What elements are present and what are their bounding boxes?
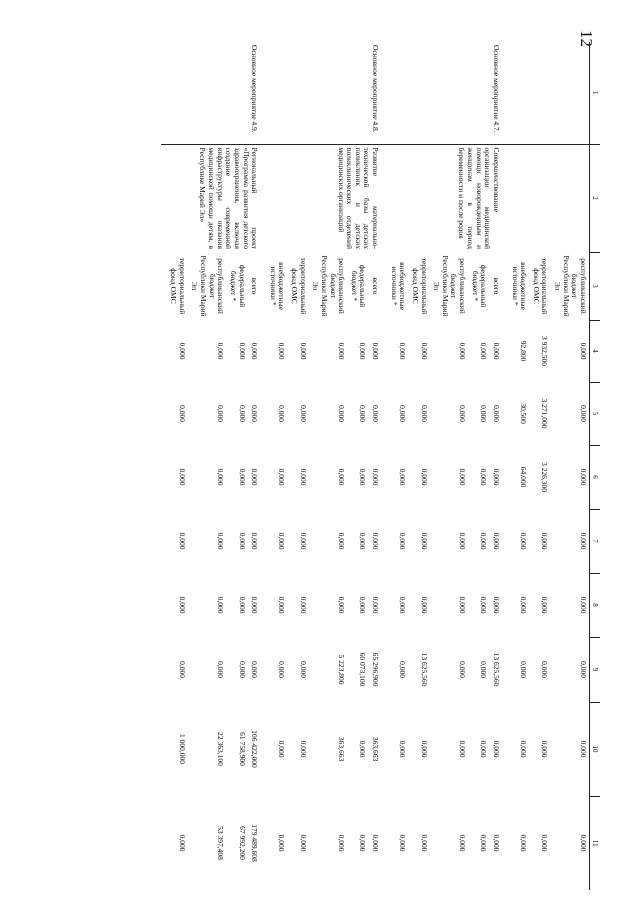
funding-source-cell: территориальный фонд ОМС: [290, 257, 308, 315]
amount-cell: 92,800: [519, 340, 529, 362]
amount-cell: 0,000: [458, 532, 468, 550]
amount-cell: 0,000: [491, 468, 501, 486]
amount-cell: 0,000: [237, 468, 247, 486]
amount-cell: 0,000: [458, 596, 468, 614]
rotated-page-content: [112, 42, 600, 890]
amount-cell: 53 397,408: [216, 826, 226, 860]
measure-cell: Основное мероприятие 4.9.: [167, 42, 261, 144]
amount-cell: 0,000: [216, 405, 226, 422]
spacer-cell: [381, 42, 387, 144]
amount-cell: 22 363,100: [216, 732, 226, 766]
amount-cell: 0,000: [337, 834, 347, 852]
funding-source-cell: федеральный бюджет *: [349, 264, 368, 308]
funding-source-cell: республиканский бюджет Республики Марий Эл: [432, 255, 468, 317]
amount-cell: 0,000: [216, 532, 226, 550]
amount-cell: 0,000: [398, 405, 408, 422]
amount-cell: 0,000: [491, 342, 501, 360]
funding-source-cell: всего: [491, 277, 501, 295]
measure-description-cell: Развитие материально-технической базы детских поликлиник и детских поликлинических отделений медицинских организаций: [336, 147, 381, 249]
amount-cell: 0,000: [519, 661, 529, 678]
amount-cell: 0,000: [337, 532, 347, 550]
amount-cell: 0,000: [250, 342, 260, 360]
funding-source-cell: территориальный фонд ОМС: [169, 257, 187, 315]
funding-source-cell: республиканский бюджет Республики Марий Эл: [190, 255, 226, 317]
amount-cell: 0,000: [177, 532, 187, 550]
amount-cell: 0,000: [298, 740, 308, 758]
amount-cell: 0,000: [458, 342, 468, 360]
amount-cell: 0,000: [540, 834, 550, 852]
amount-cell: 0,000: [358, 740, 368, 758]
amount-cell: 179 489,608: [250, 824, 260, 862]
table-row: [550, 42, 589, 890]
amount-cell: 363,663: [337, 736, 347, 762]
amount-cell: 0,000: [479, 405, 489, 422]
amount-cell: 0,000: [519, 740, 529, 758]
amount-cell: 0,000: [216, 342, 226, 360]
amount-cell: 0,000: [519, 596, 529, 614]
amount-cell: 1 000,000: [177, 734, 187, 764]
amount-cell: 0,000: [298, 661, 308, 678]
column-number-cell: 6: [589, 445, 600, 509]
spacer-cell: [502, 42, 508, 144]
funding-source-cell: федеральный бюджет *: [470, 264, 489, 308]
amount-cell: 0,000: [177, 342, 187, 360]
measure-cell: Основное мероприятие 4.7.: [387, 42, 502, 144]
amount-cell: 0,000: [298, 342, 308, 360]
amount-cell: 0,000: [578, 468, 588, 486]
amount-cell: 64,000: [519, 466, 529, 488]
column-number-cell: 7: [589, 509, 600, 573]
amount-cell: 0,000: [337, 405, 347, 422]
funding-source-cell: всего: [250, 277, 260, 295]
amount-cell: 0,000: [479, 661, 489, 678]
funding-source-cell: всего: [371, 277, 381, 295]
amount-cell: 0,000: [216, 596, 226, 614]
amount-cell: 13 625,560: [419, 652, 429, 687]
amount-cell: 0,000: [216, 661, 226, 678]
amount-cell: 0,000: [298, 834, 308, 852]
amount-cell: 0,000: [479, 834, 489, 852]
column-number-cell: 3: [589, 252, 600, 320]
amount-cell: 0,000: [371, 405, 381, 422]
amount-cell: 0,000: [419, 740, 429, 758]
amount-cell: 0,000: [250, 532, 260, 550]
amount-cell: 60 073,100: [358, 652, 368, 687]
amount-cell: 0,000: [358, 834, 368, 852]
measure-description-cell: [508, 144, 590, 252]
amount-cell: 0,000: [419, 342, 429, 360]
amount-cell: 0,000: [250, 596, 260, 614]
amount-cell: 0,000: [216, 468, 226, 486]
measure-cell: [508, 42, 590, 144]
amount-cell: 61 758,900: [237, 732, 247, 766]
amount-cell: 13 625,560: [491, 652, 501, 687]
amount-cell: 0,000: [298, 405, 308, 422]
spacer-cell: [260, 42, 266, 144]
amount-cell: 0,000: [419, 596, 429, 614]
amount-cell: 0,000: [479, 740, 489, 758]
amount-cell: 30,500: [519, 403, 529, 424]
column-number-cell: 4: [589, 320, 600, 382]
amount-cell: 0,000: [358, 342, 368, 360]
amount-cell: 0,000: [358, 596, 368, 614]
amount-cell: 0,000: [277, 661, 287, 678]
amount-cell: 0,000: [458, 661, 468, 678]
budget-table: [161, 42, 600, 890]
amount-cell: 0,000: [578, 532, 588, 550]
amount-cell: 0,000: [358, 532, 368, 550]
column-number-cell: 9: [589, 637, 600, 702]
amount-cell: 0,000: [540, 532, 550, 550]
amount-cell: 0,000: [177, 468, 187, 486]
amount-cell: 0,000: [237, 342, 247, 360]
column-number-cell: 5: [589, 382, 600, 445]
spacer-cell: [381, 144, 387, 890]
amount-cell: 0,000: [578, 740, 588, 758]
amount-cell: 3 932,500: [540, 336, 550, 366]
amount-cell: 0,000: [578, 834, 588, 852]
amount-cell: 0,000: [250, 661, 260, 678]
amount-cell: 0,000: [298, 596, 308, 614]
amount-cell: 0,000: [491, 532, 501, 550]
amount-cell: 0,000: [277, 740, 287, 758]
spacer-cell: [502, 144, 508, 890]
amount-cell: 0,000: [298, 468, 308, 486]
amount-cell: 3 226,300: [540, 462, 550, 492]
amount-cell: 0,000: [540, 596, 550, 614]
amount-cell: 0,000: [398, 661, 408, 678]
amount-cell: 0,000: [298, 532, 308, 550]
amount-cell: 0,000: [337, 468, 347, 486]
amount-cell: 0,000: [398, 342, 408, 360]
amount-cell: 0,000: [358, 405, 368, 422]
table-body: [161, 42, 600, 890]
spacer-cell: [161, 144, 167, 890]
header-row: [589, 42, 600, 890]
amount-cell: 0,000: [277, 405, 287, 422]
amount-cell: 0,000: [519, 834, 529, 852]
amount-cell: 0,000: [250, 468, 260, 486]
amount-cell: 0,000: [177, 405, 187, 422]
measure-cell: Основное мероприятие 4.8.: [266, 42, 381, 144]
amount-cell: 65 296,900: [371, 652, 381, 687]
amount-cell: 0,000: [371, 596, 381, 614]
amount-cell: 0,000: [371, 834, 381, 852]
amount-cell: 0,000: [358, 468, 368, 486]
amount-cell: 0,000: [177, 661, 187, 678]
amount-cell: 0,000: [398, 532, 408, 550]
amount-cell: 0,000: [371, 532, 381, 550]
amount-cell: 0,000: [540, 740, 550, 758]
spacer-cell: [260, 144, 266, 890]
amount-cell: 0,000: [479, 468, 489, 486]
amount-cell: 0,000: [337, 342, 347, 360]
table-row: [248, 42, 261, 890]
funding-source-cell: территориальный фонд ОМС: [410, 257, 429, 315]
page-number: 12: [577, 30, 596, 47]
amount-cell: 0,000: [250, 405, 260, 422]
amount-cell: 0,000: [491, 596, 501, 614]
column-number-cell: 8: [589, 573, 600, 637]
amount-cell: 0,000: [277, 596, 287, 614]
amount-cell: 3 271,000: [540, 398, 550, 429]
block-spacer: [260, 42, 266, 890]
amount-cell: 0,000: [398, 834, 408, 852]
column-number-cell: 1: [589, 42, 600, 144]
amount-cell: 0,000: [479, 342, 489, 360]
amount-cell: 0,000: [479, 532, 489, 550]
amount-cell: 0,000: [177, 596, 187, 614]
amount-cell: 0,000: [371, 342, 381, 360]
amount-cell: 363,663: [371, 736, 381, 762]
measure-description-cell: Региональный проект «Программа развития детского здравоохранения, включая создание современной инфраструктуры оказания медицинской помощи детям, в Республике Марий Эл»: [198, 147, 260, 249]
amount-cell: 0,000: [337, 596, 347, 614]
column-number-cell: 10: [589, 702, 600, 796]
column-number-cell: 11: [589, 796, 600, 890]
spacer-cell: [161, 42, 167, 144]
amount-cell: 0,000: [419, 532, 429, 550]
funding-source-cell: республиканский бюджет Республики Марий Эл: [553, 255, 588, 317]
amount-cell: 0,000: [491, 740, 501, 758]
amount-cell: 0,000: [237, 596, 247, 614]
block-spacer: [502, 42, 508, 890]
amount-cell: 106 422,000: [250, 730, 260, 768]
amount-cell: 0,000: [177, 834, 187, 852]
table-row: [489, 42, 502, 890]
amount-cell: 0,000: [277, 834, 287, 852]
amount-cell: 0,000: [398, 740, 408, 758]
block-spacer: [161, 42, 167, 890]
table-row: [368, 42, 381, 890]
column-number-cell: 2: [589, 144, 600, 252]
amount-cell: 0,000: [491, 834, 501, 852]
amount-cell: 0,000: [578, 596, 588, 614]
funding-source-cell: внебюджетные источники *: [510, 262, 529, 310]
amount-cell: 0,000: [277, 342, 287, 360]
amount-cell: 5 223,800: [337, 654, 347, 685]
funding-source-cell: республиканский бюджет Республики Марий Эл: [311, 255, 347, 317]
amount-cell: 0,000: [479, 596, 489, 614]
amount-cell: 0,000: [458, 405, 468, 422]
amount-cell: 0,000: [371, 468, 381, 486]
funding-source-cell: внебюджетные источники *: [389, 262, 408, 310]
amount-cell: 0,000: [398, 468, 408, 486]
amount-cell: 0,000: [578, 405, 588, 422]
amount-cell: 0,000: [277, 468, 287, 486]
amount-cell: 0,000: [458, 468, 468, 486]
amount-cell: 0,000: [237, 661, 247, 678]
amount-cell: 0,000: [540, 661, 550, 678]
amount-cell: 67 992,200: [237, 826, 247, 860]
amount-cell: 0,000: [398, 596, 408, 614]
amount-cell: 0,000: [491, 405, 501, 422]
measure-description-cell: Совершенствование организации медицинской помощи новорожденным и женщинам в период беременности и после родов: [457, 147, 501, 249]
amount-cell: 0,000: [519, 532, 529, 550]
amount-cell: 0,000: [578, 661, 588, 678]
block-spacer: [381, 42, 387, 890]
amount-cell: 0,000: [419, 468, 429, 486]
funding-source-cell: территориальный фонд ОМС: [531, 257, 550, 315]
amount-cell: 0,000: [419, 834, 429, 852]
amount-cell: 0,000: [578, 342, 588, 360]
funding-source-cell: федеральный бюджет *: [228, 264, 247, 308]
amount-cell: 0,000: [237, 532, 247, 550]
amount-cell: 0,000: [419, 405, 429, 422]
funding-source-cell: внебюджетные источники *: [268, 262, 287, 310]
amount-cell: 0,000: [458, 740, 468, 758]
amount-cell: 0,000: [237, 405, 247, 422]
amount-cell: 0,000: [458, 834, 468, 852]
amount-cell: 0,000: [277, 532, 287, 550]
